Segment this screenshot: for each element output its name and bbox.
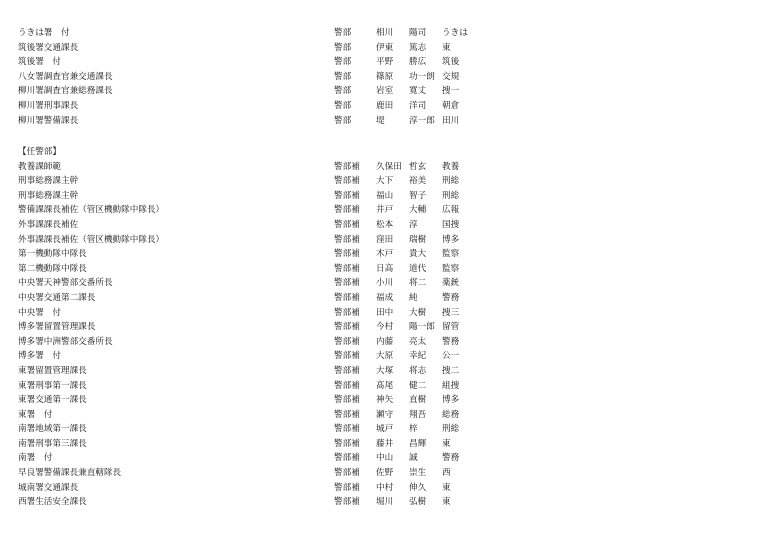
surname: 瀬守 [376,409,394,420]
surname: 伊東 [376,42,394,53]
surname: 窪田 [376,234,394,245]
previous-assignment: 刑総 [442,190,460,201]
previous-assignment: 筑後 [442,57,460,68]
surname: 相川 [376,28,394,38]
surname: 井戸 [376,205,394,216]
assignment-post: 南署地域第一課長 [18,424,87,435]
previous-assignment: 東 [442,438,451,449]
given-name: 幸紀 [409,351,427,362]
rank: 警部補 [334,249,360,260]
rank: 警部 [334,100,352,111]
previous-assignment: 国捜 [442,219,460,230]
given-name: 純 [409,292,418,303]
previous-assignment: 薬銃 [442,278,460,289]
personnel-row [18,160,478,175]
rank: 警部補 [334,176,360,187]
surname: 篠原 [376,71,394,82]
assignment-post: 第一機動隊中隊長 [18,249,87,260]
rank: 警部補 [334,365,360,376]
previous-assignment: 警務 [442,292,460,303]
personnel-row [18,320,478,335]
given-name: 陽一郎 [409,322,435,333]
section-heading: 【任警部】 [18,147,61,157]
surname: 平野 [376,57,394,68]
personnel-row [18,99,478,114]
previous-assignment: 警務 [442,453,460,464]
rank: 警部補 [334,424,360,435]
assignment-post: 柳川署警備課長 [18,115,79,126]
given-name: 智子 [409,190,427,201]
assignment-post: 刑事総務課主幹 [18,190,79,201]
surname: 福山 [376,190,394,201]
personnel-row [18,335,478,350]
assignment-post: 南署 付 [18,453,53,464]
given-name: 将二 [409,278,427,289]
surname: 鹿田 [376,100,394,111]
given-name: 道代 [409,263,427,274]
assignment-post: 教養課師範 [18,161,61,172]
personnel-row [18,247,478,262]
rank: 警部 [334,57,352,68]
assignment-post: 東署 付 [18,409,53,420]
previous-assignment: 東 [442,497,451,508]
given-name: 直樹 [409,395,427,406]
rank: 警部補 [334,161,360,172]
given-name: 裕美 [409,176,427,187]
given-name: 淳一郎 [409,115,435,126]
assignment-post: 東署刑事第一課長 [18,380,87,391]
assignment-post: 早良署警備課長兼直轄隊長 [18,468,122,479]
given-name: 健二 [409,380,427,391]
assignment-post: 筑後署 付 [18,57,61,68]
assignment-post: 警備課課長補佐（管区機動隊中隊長） [18,205,165,216]
rank: 警部 [334,71,352,82]
previous-assignment: 東 [442,42,451,53]
previous-assignment: 朝倉 [442,100,460,111]
personnel-row [18,276,478,291]
assignment-post: 博多署留置管理課長 [18,322,96,333]
assignment-post: 筑後署交通課長 [18,42,79,53]
given-name: 大樹 [409,307,427,318]
surname: 城戸 [376,424,394,435]
personnel-row [18,262,478,277]
assignment-post: 南署刑事第三課長 [18,438,87,449]
surname: 大塚 [376,365,394,376]
rank: 警部補 [334,380,360,391]
given-name: 瑞樹 [409,234,427,245]
previous-assignment: 西 [442,468,451,479]
personnel-row [18,203,478,218]
assignment-post: 刑事総務課主幹 [18,176,79,187]
rank: 警部補 [334,292,360,303]
rank: 警部補 [334,219,360,230]
personnel-row [18,364,478,379]
surname: 日高 [376,263,394,274]
given-name: 崇生 [409,468,427,479]
personnel-row [18,84,478,99]
given-name: 大輔 [409,205,427,216]
previous-assignment: 博多 [442,395,460,406]
surname: 髙尾 [376,380,394,391]
surname: 木戸 [376,249,394,260]
previous-assignment: 広報 [442,205,460,216]
assignment-post: 柳川署刑事課長 [18,100,79,111]
assignment-post: 西署生活安全課長 [18,497,87,508]
surname: 久保田 [376,161,402,172]
personnel-row [18,422,478,437]
rank: 警部 [334,115,352,126]
personnel-list-bottom [18,145,478,510]
personnel-row [18,189,478,204]
rank: 警部補 [334,438,360,449]
given-name: 翔吾 [409,409,427,420]
assignment-post: 中央署天神警部交番所長 [18,278,113,289]
surname: 堤 [376,115,385,126]
previous-assignment: 捜一 [442,86,460,97]
assignment-post: 博多署 付 [18,351,61,362]
previous-assignment: 捜三 [442,307,460,318]
given-name: 勝広 [409,57,427,68]
rank: 警部 [334,86,352,97]
surname: 松本 [376,219,394,230]
rank: 警部 [334,42,352,53]
given-name: 昌輝 [409,438,427,449]
given-name: 洋司 [409,100,427,111]
assignment-post: 外事課課長補佐（管区機動隊中隊長） [18,234,165,245]
personnel-row [18,291,478,306]
personnel-row [18,70,478,85]
rank: 警部補 [334,234,360,245]
rank: 警部補 [334,278,360,289]
surname: 神矢 [376,395,394,406]
given-name: 篤志 [409,42,427,53]
surname: 堀川 [376,497,394,508]
previous-assignment: 交規 [442,71,460,82]
given-name: 亮太 [409,336,427,347]
given-name: 陽司 [409,28,427,38]
previous-assignment: 田川 [442,115,460,126]
surname: 岩室 [376,86,394,97]
given-name: 貴大 [409,249,427,260]
previous-assignment: 東 [442,482,451,493]
rank: 警部補 [334,453,360,464]
surname: 藤井 [376,438,394,449]
rank: 警部補 [334,497,360,508]
assignment-post: うきは署 付 [18,28,70,38]
previous-assignment: 捜二 [442,365,460,376]
given-name: 誠 [409,453,418,464]
personnel-row [18,437,478,452]
personnel-row [18,306,478,321]
surname: 小川 [376,278,394,289]
rank: 警部補 [334,468,360,479]
assignment-post: 城南署交通課長 [18,482,79,493]
surname: 大原 [376,351,394,362]
given-name: 将志 [409,365,427,376]
personnel-list-bottom-rows [18,160,478,510]
surname: 福成 [376,292,394,303]
rank: 警部補 [334,351,360,362]
given-name: 哲玄 [409,161,427,172]
surname: 田中 [376,307,394,318]
previous-assignment: 公一 [442,351,460,362]
previous-assignment: 教養 [442,161,460,172]
previous-assignment: 監察 [442,263,460,274]
assignment-post: 博多署中洲警部交番所長 [18,336,113,347]
assignment-post: 東署交通第一課長 [18,395,87,406]
surname: 中山 [376,453,394,464]
rank: 警部 [334,28,352,38]
rank: 警部補 [334,263,360,274]
rank: 警部補 [334,205,360,216]
assignment-post: 東署留置管理課長 [18,365,87,376]
personnel-list-top [18,26,478,128]
rank: 警部補 [334,307,360,318]
previous-assignment: 総務 [442,409,460,420]
previous-assignment: 監察 [442,249,460,260]
personnel-row [18,55,478,70]
rank: 警部補 [334,336,360,347]
personnel-row [18,408,478,423]
personnel-row [18,174,478,189]
assignment-post: 八女署調査官兼交通課長 [18,71,113,82]
personnel-row [18,393,478,408]
rank: 警部補 [334,322,360,333]
previous-assignment: うきは [442,28,468,38]
previous-assignment: 刑総 [442,424,460,435]
rank: 警部補 [334,409,360,420]
previous-assignment: 刑総 [442,176,460,187]
personnel-row [18,466,478,481]
previous-assignment: 警務 [442,336,460,347]
assignment-post: 第二機動隊中隊長 [18,263,87,274]
assignment-post: 中央署 付 [18,307,61,318]
personnel-row [18,114,478,129]
rank: 警部補 [334,482,360,493]
given-name: 寛丈 [409,86,427,97]
assignment-post: 中央署交通第二課長 [18,292,96,303]
surname: 今村 [376,322,394,333]
surname: 大下 [376,176,394,187]
surname: 内藤 [376,336,394,347]
personnel-row [18,349,478,364]
surname: 中村 [376,482,394,493]
previous-assignment: 留管 [442,322,460,333]
given-name: 梓 [409,424,418,435]
personnel-row [18,26,478,41]
given-name: 功一朗 [409,71,435,82]
previous-assignment: 組捜 [442,380,460,391]
personnel-row [18,481,478,496]
personnel-row [18,233,478,248]
given-name: 弘樹 [409,497,427,508]
personnel-row [18,379,478,394]
given-name: 淳 [409,219,418,230]
personnel-row [18,495,478,510]
previous-assignment: 博多 [442,234,460,245]
given-name: 伸久 [409,482,427,493]
assignment-post: 柳川署調査官兼総務課長 [18,86,113,97]
rank: 警部補 [334,395,360,406]
personnel-row [18,218,478,233]
surname: 佐野 [376,468,394,479]
rank: 警部補 [334,190,360,201]
assignment-post: 外事課課長補佐 [18,219,79,230]
personnel-row [18,451,478,466]
personnel-row [18,41,478,56]
